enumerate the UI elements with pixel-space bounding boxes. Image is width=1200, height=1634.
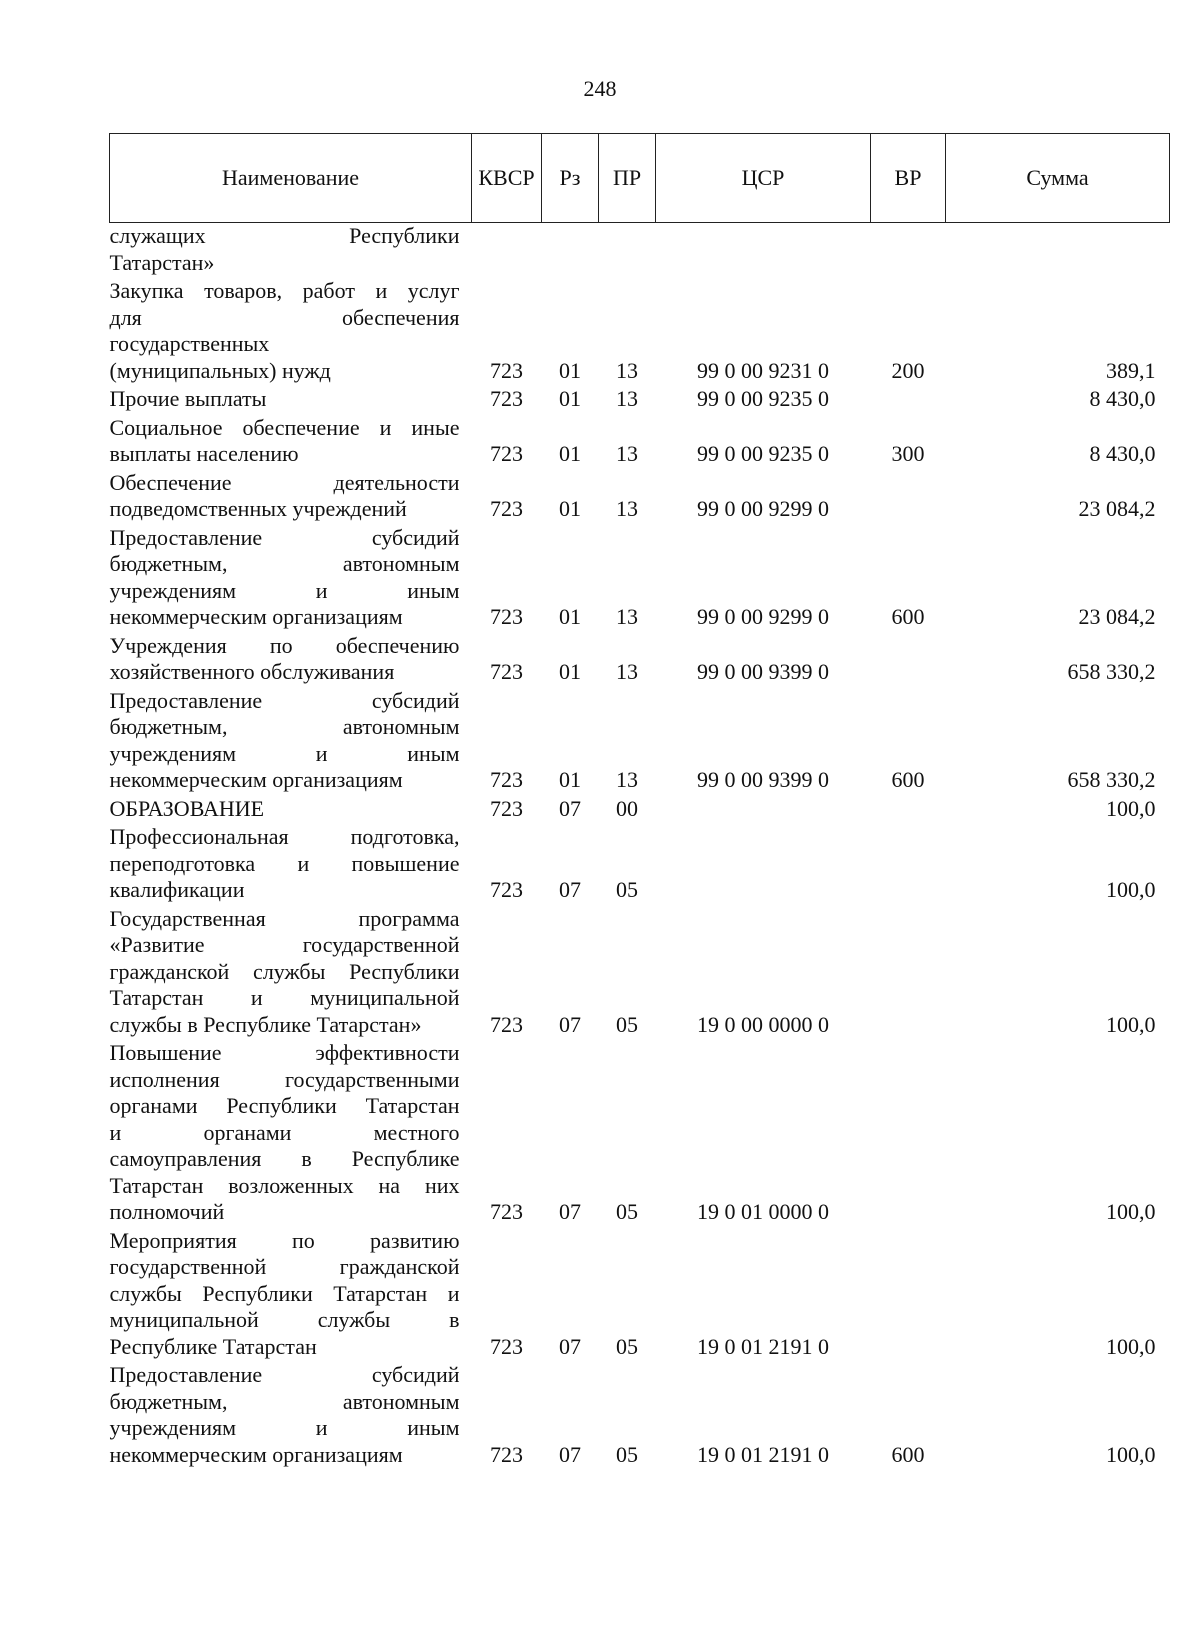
- row-sum: 23 084,2: [1078, 604, 1156, 629]
- row-kvsr: 723: [490, 604, 523, 629]
- row-name-line: службы в Республике Татарстан»: [109, 1011, 422, 1037]
- row-rz: 07: [559, 1333, 581, 1359]
- row-name-line: выплаты населению: [109, 441, 299, 466]
- row-name: [110, 386, 472, 415]
- row-kvsr: 723: [490, 877, 523, 902]
- row-vr: [871, 223, 946, 279]
- row-sum: 100,0: [1106, 1199, 1156, 1224]
- row-name-line: Социальное обеспечение и иные: [109, 414, 460, 440]
- row-vr: [871, 1040, 946, 1228]
- row-sum: 100,0: [1106, 1333, 1156, 1359]
- row-vr: [871, 1228, 946, 1363]
- row-sum: 100,0: [1106, 795, 1156, 821]
- row-sum: 658 330,2: [1067, 659, 1156, 684]
- row-name: [110, 906, 472, 1041]
- table-row: [110, 906, 1170, 1041]
- row-name-line: самоуправления в Республике: [109, 1146, 460, 1171]
- row-rz: 01: [559, 386, 581, 411]
- page-number: 248: [583, 76, 617, 101]
- row-csr: 99 0 00 9399 0: [697, 659, 829, 684]
- row-vr: [871, 470, 946, 525]
- table-row: [110, 633, 1170, 688]
- row-vr: [871, 906, 946, 1041]
- row-name: [110, 223, 472, 279]
- row-sum: 100,0: [1106, 1441, 1156, 1467]
- row-rz: 07: [559, 1441, 581, 1467]
- row-kvsr: 723: [490, 767, 523, 792]
- row-rz: 01: [559, 496, 581, 521]
- row-kvsr: 723: [490, 795, 523, 821]
- row-name: [110, 1040, 472, 1228]
- row-vr: [871, 633, 946, 688]
- row-sum: 23 084,2: [1078, 496, 1156, 521]
- row-csr: 99 0 00 9235 0: [697, 441, 829, 466]
- row-kvsr: 723: [490, 659, 523, 684]
- row-name-line: подведомственных учреждений: [109, 496, 407, 521]
- row-kvsr: 723: [490, 1011, 523, 1037]
- row-pr: 13: [616, 604, 638, 629]
- header-csr: ЦСР: [656, 134, 871, 223]
- row-csr: 19 0 01 2191 0: [697, 1441, 829, 1467]
- row-name-line: хозяйственного обслуживания: [109, 659, 395, 684]
- row-rz: 07: [559, 877, 581, 902]
- header-name: Наименование: [110, 134, 472, 223]
- row-name-line: и органами местного: [109, 1119, 460, 1145]
- row-rz: 01: [559, 767, 581, 792]
- table-row: [110, 223, 1170, 279]
- row-pr: 13: [616, 441, 638, 466]
- row-sum: 8 430,0: [1089, 386, 1156, 411]
- row-sum: 658 330,2: [1067, 767, 1156, 792]
- row-name-line: некоммерческим организациям: [109, 1441, 403, 1467]
- row-name-line: Профессиональная подготовка,: [109, 824, 460, 849]
- row-name-line: Предоставление субсидий: [109, 524, 460, 550]
- row-rz: 07: [559, 1011, 581, 1037]
- row-name-line: Предоставление субсидий: [109, 687, 460, 713]
- row-name-line: ОБРАЗОВАНИЕ: [109, 795, 265, 821]
- row-name: [110, 415, 472, 470]
- row-name-line: Закупка товаров, работ и услуг: [109, 278, 460, 303]
- row-csr: 19 0 01 0000 0: [697, 1199, 829, 1224]
- table-row: [110, 1228, 1170, 1363]
- row-name-line: бюджетным, автономным: [109, 1388, 460, 1414]
- row-pr: 13: [616, 767, 638, 792]
- row-name-line: служащих Республики: [109, 223, 460, 248]
- row-kvsr: [472, 223, 542, 279]
- header-sum: Сумма: [946, 134, 1170, 223]
- row-name-line: «Развитие государственной: [109, 932, 460, 957]
- budget-table: [109, 133, 1170, 1470]
- row-vr: [871, 386, 946, 415]
- row-kvsr: 723: [490, 1441, 523, 1467]
- row-pr: 13: [616, 496, 638, 521]
- row-name-line: Предоставление субсидий: [109, 1362, 460, 1387]
- row-name-line: бюджетным, автономным: [109, 551, 460, 576]
- row-kvsr: 723: [490, 441, 523, 466]
- row-csr: [656, 824, 871, 906]
- row-pr: 05: [616, 1333, 638, 1359]
- row-vr: 200: [891, 357, 925, 383]
- row-vr: 600: [891, 767, 925, 792]
- row-sum: [946, 223, 1170, 279]
- row-name-line: Татарстан возложенных на них: [109, 1172, 460, 1198]
- row-vr: [871, 824, 946, 906]
- row-kvsr: 723: [490, 496, 523, 521]
- row-name-line: учреждениям и иным: [109, 1415, 460, 1440]
- row-name-line: Республике Татарстан: [109, 1333, 317, 1359]
- header-kvsr: КВСР: [472, 134, 542, 223]
- row-name-line: учреждениям и иным: [109, 740, 460, 766]
- row-csr: 99 0 00 9399 0: [697, 767, 829, 792]
- table-row: [110, 824, 1170, 906]
- row-rz: 01: [559, 604, 581, 629]
- row-name-line: Прочие выплаты: [109, 386, 267, 411]
- row-sum: 100,0: [1106, 1011, 1156, 1037]
- row-name-line: переподготовка и повышение: [109, 850, 460, 876]
- row-name: [110, 470, 472, 525]
- row-csr: 99 0 00 9235 0: [697, 386, 829, 411]
- row-kvsr: 723: [490, 1199, 523, 1224]
- row-kvsr: 723: [490, 386, 523, 411]
- table-row: [110, 1362, 1170, 1470]
- row-csr: [656, 223, 871, 279]
- row-csr: 19 0 01 2191 0: [697, 1333, 829, 1359]
- table-row: [110, 796, 1170, 825]
- row-name-line: муниципальной службы в: [109, 1307, 460, 1332]
- row-name-line: органами Республики Татарстан: [109, 1093, 460, 1118]
- row-vr: 600: [891, 1441, 925, 1467]
- row-name: [110, 278, 472, 386]
- row-name-line: некоммерческим организациям: [109, 604, 403, 629]
- row-name-line: государственной гражданской: [109, 1254, 460, 1279]
- row-name: [110, 1362, 472, 1470]
- table-body: [110, 223, 1170, 1471]
- row-name: [110, 688, 472, 796]
- table-row: [110, 688, 1170, 796]
- table-row: [110, 525, 1170, 633]
- row-sum: 100,0: [1106, 877, 1156, 902]
- row-csr: 99 0 00 9299 0: [697, 604, 829, 629]
- row-pr: 05: [616, 877, 638, 902]
- row-kvsr: 723: [490, 357, 523, 383]
- row-name-line: Татарстан и муниципальной: [109, 985, 460, 1010]
- row-csr: 99 0 00 9299 0: [697, 496, 829, 521]
- row-name-line: квалификации: [109, 877, 245, 902]
- row-pr: 13: [616, 386, 638, 411]
- row-name-line: государственных: [109, 331, 270, 356]
- row-rz: [542, 223, 599, 279]
- row-rz: 01: [559, 441, 581, 466]
- row-sum: 8 430,0: [1089, 441, 1156, 466]
- row-pr: 05: [616, 1011, 638, 1037]
- row-vr: 300: [891, 441, 925, 466]
- row-csr: 99 0 00 9231 0: [697, 357, 829, 383]
- row-rz: 07: [559, 795, 581, 821]
- row-name-line: учреждениям и иным: [109, 577, 460, 603]
- table-header: [110, 134, 1170, 223]
- row-pr: 13: [616, 357, 638, 383]
- row-name-line: бюджетным, автономным: [109, 714, 460, 739]
- header-pr: ПР: [599, 134, 656, 223]
- row-name-line: Обеспечение деятельности: [109, 469, 460, 495]
- header-vr: ВР: [871, 134, 946, 223]
- row-name-line: для обеспечения: [109, 304, 460, 330]
- row-name-line: исполнения государственными: [109, 1066, 460, 1092]
- row-name-line: Государственная программа: [109, 905, 460, 931]
- row-name-line: гражданской службы Республики: [109, 958, 460, 984]
- header-rz: Рз: [542, 134, 599, 223]
- row-name-line: Повышение эффективности: [109, 1040, 460, 1065]
- row-sum: 389,1: [1106, 357, 1156, 383]
- row-name: [110, 633, 472, 688]
- row-kvsr: 723: [490, 1333, 523, 1359]
- row-name-line: Татарстан»: [109, 249, 215, 275]
- row-csr: 19 0 00 0000 0: [697, 1011, 829, 1037]
- row-name: [110, 525, 472, 633]
- row-rz: 01: [559, 659, 581, 684]
- row-name: [110, 796, 472, 825]
- table-row: [110, 415, 1170, 470]
- row-name-line: некоммерческим организациям: [109, 767, 403, 792]
- row-name: [110, 1228, 472, 1363]
- row-pr: [599, 223, 656, 279]
- row-vr: 600: [891, 604, 925, 629]
- table-row: [110, 1040, 1170, 1228]
- table-row: [110, 386, 1170, 415]
- row-pr: 05: [616, 1199, 638, 1224]
- table-row: [110, 278, 1170, 386]
- table-row: [110, 470, 1170, 525]
- row-name-line: полномочий: [109, 1199, 225, 1224]
- row-rz: 01: [559, 357, 581, 383]
- row-name-line: Мероприятия по развитию: [109, 1227, 460, 1253]
- row-csr: [656, 796, 871, 825]
- row-pr: 05: [616, 1441, 638, 1467]
- row-pr: 13: [616, 659, 638, 684]
- row-name-line: (муниципальных) нужд: [109, 357, 331, 383]
- row-name: [110, 824, 472, 906]
- row-rz: 07: [559, 1199, 581, 1224]
- row-pr: 00: [616, 795, 638, 821]
- row-vr: [871, 796, 946, 825]
- row-name-line: Учреждения по обеспечению: [109, 632, 460, 658]
- row-name-line: службы Республики Татарстан и: [109, 1280, 460, 1306]
